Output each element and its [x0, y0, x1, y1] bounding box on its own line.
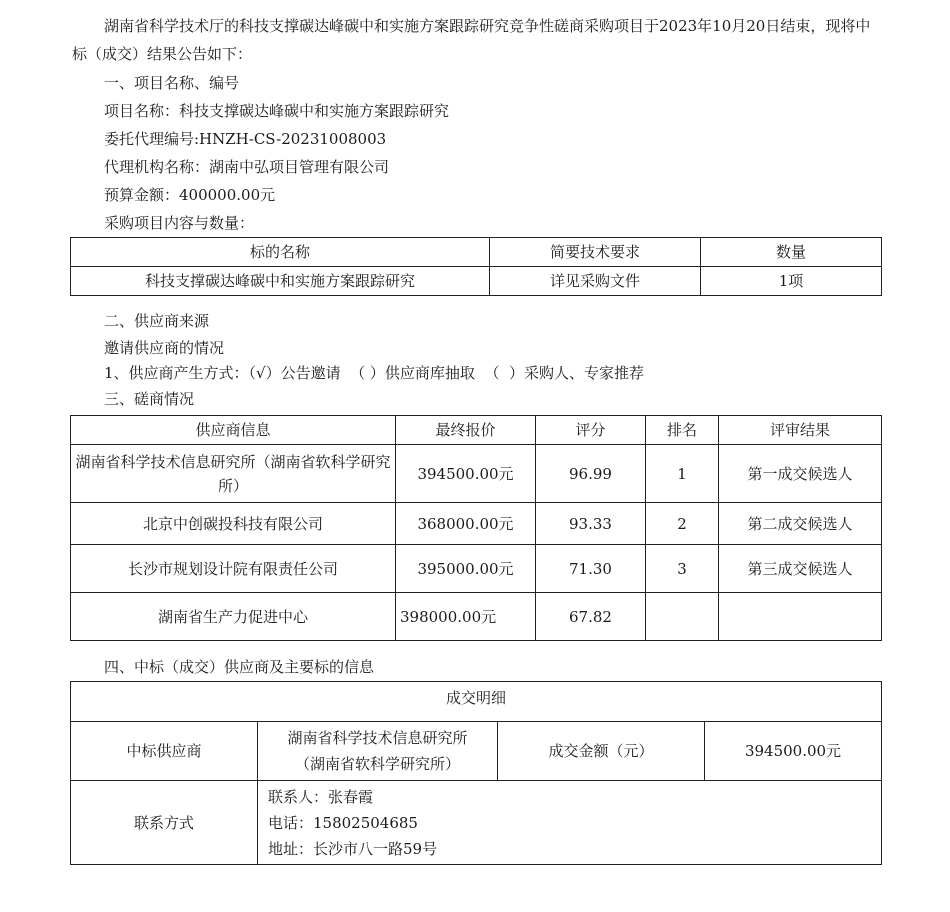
detail-title-row — [71, 682, 882, 722]
budget-amount: 预算金额：400000.00元 — [104, 186, 276, 204]
rank-cell — [646, 593, 719, 641]
intro-paragraph: 湖南省科学技术厅的科技支撑碳达峰碳中和实施方案跟踪研究竞争性磋商采购项目于2023年10月20日结束，现将中标（成交）结果公告如下： — [72, 17, 871, 63]
content-label: 采购项目内容与数量： — [104, 214, 255, 232]
agency-code: 委托代理编号:HNZH-CS-20231008003 — [104, 130, 387, 148]
result-cell: 第一成交候选人 — [719, 445, 882, 503]
rank-cell: 3 — [646, 545, 719, 593]
table-row — [71, 503, 882, 545]
price-cell: 398000.00元 — [396, 593, 536, 641]
price-cell: 394500.00元 — [396, 445, 536, 503]
table-row — [71, 545, 882, 593]
header-price: 最终报价 — [396, 416, 536, 445]
negotiation-header-row — [71, 416, 882, 445]
negotiation-table — [70, 415, 882, 641]
items-header-requirements: 简要技术要求 — [490, 238, 701, 267]
section3-heading: 三、磋商情况 — [104, 390, 195, 408]
items-table — [70, 237, 882, 296]
supplier-cell: 湖南省生产力促进中心 — [71, 593, 396, 641]
winner-row — [71, 722, 882, 781]
header-supplier: 供应商信息 — [71, 416, 396, 445]
deal-detail-table — [70, 681, 882, 865]
contact-person: 联系人：张春霞 — [268, 787, 374, 806]
score-cell: 93.33 — [536, 503, 646, 545]
items-cell-requirements: 详见采购文件 — [490, 267, 701, 296]
items-cell-name: 科技支撑碳达峰碳中和实施方案跟踪研究 — [71, 267, 490, 296]
section2-heading: 二、供应商来源 — [104, 312, 210, 330]
price-cell: 395000.00元 — [396, 545, 536, 593]
table-row — [71, 593, 882, 641]
result-cell: 第三成交候选人 — [719, 545, 882, 593]
price-cell: 368000.00元 — [396, 503, 536, 545]
contact-phone: 电话：15802504685 — [268, 813, 418, 832]
items-header-name: 标的名称 — [71, 238, 490, 267]
score-cell: 96.99 — [536, 445, 646, 503]
score-cell: 71.30 — [536, 545, 646, 593]
agency-name: 代理机构名称：湖南中弘项目管理有限公司 — [104, 158, 390, 176]
result-cell: 第二成交候选人 — [719, 503, 882, 545]
header-result: 评审结果 — [719, 416, 882, 445]
supplier-cell: 湖南省科学技术信息研究所（湖南省软科学研究所） — [71, 445, 396, 503]
table-row — [71, 445, 882, 503]
items-cell-quantity: 1项 — [701, 267, 882, 296]
score-cell: 67.82 — [536, 593, 646, 641]
rank-cell: 2 — [646, 503, 719, 545]
section1-heading: 一、项目名称、编号 — [104, 74, 240, 92]
header-score: 评分 — [536, 416, 646, 445]
amount-value: 394500.00元 — [705, 722, 882, 781]
project-name: 项目名称：科技支撑碳达峰碳中和实施方案跟踪研究 — [104, 102, 450, 120]
supplier-cell: 北京中创碳投科技有限公司 — [71, 503, 396, 545]
contact-label: 联系方式 — [71, 781, 258, 865]
winner-label: 中标供应商 — [71, 722, 258, 781]
contact-row — [71, 781, 882, 865]
items-header-quantity: 数量 — [701, 238, 882, 267]
contact-details — [258, 781, 882, 865]
supplier-method: 1、供应商产生方式：（√）公告邀请 （ ）供应商库抽取 （ ）采购人、专家推荐 — [104, 364, 644, 382]
section2-subheading: 邀请供应商的情况 — [104, 339, 225, 357]
contact-address: 地址：长沙市八一路59号 — [268, 839, 438, 858]
winner-name-line2: （湖南省软科学研究所） — [294, 755, 460, 773]
header-rank: 排名 — [646, 416, 719, 445]
supplier-cell: 长沙市规划设计院有限责任公司 — [71, 545, 396, 593]
items-header-row — [71, 238, 882, 267]
items-row — [71, 267, 882, 296]
rank-cell: 1 — [646, 445, 719, 503]
amount-label: 成交金额（元） — [498, 722, 705, 781]
winner-name-line1: 湖南省科学技术信息研究所 — [287, 729, 468, 747]
result-cell — [719, 593, 882, 641]
section4-heading: 四、中标（成交）供应商及主要标的信息 — [104, 658, 375, 676]
winner-name-cell — [258, 722, 498, 781]
detail-title: 成交明细 — [71, 682, 882, 722]
